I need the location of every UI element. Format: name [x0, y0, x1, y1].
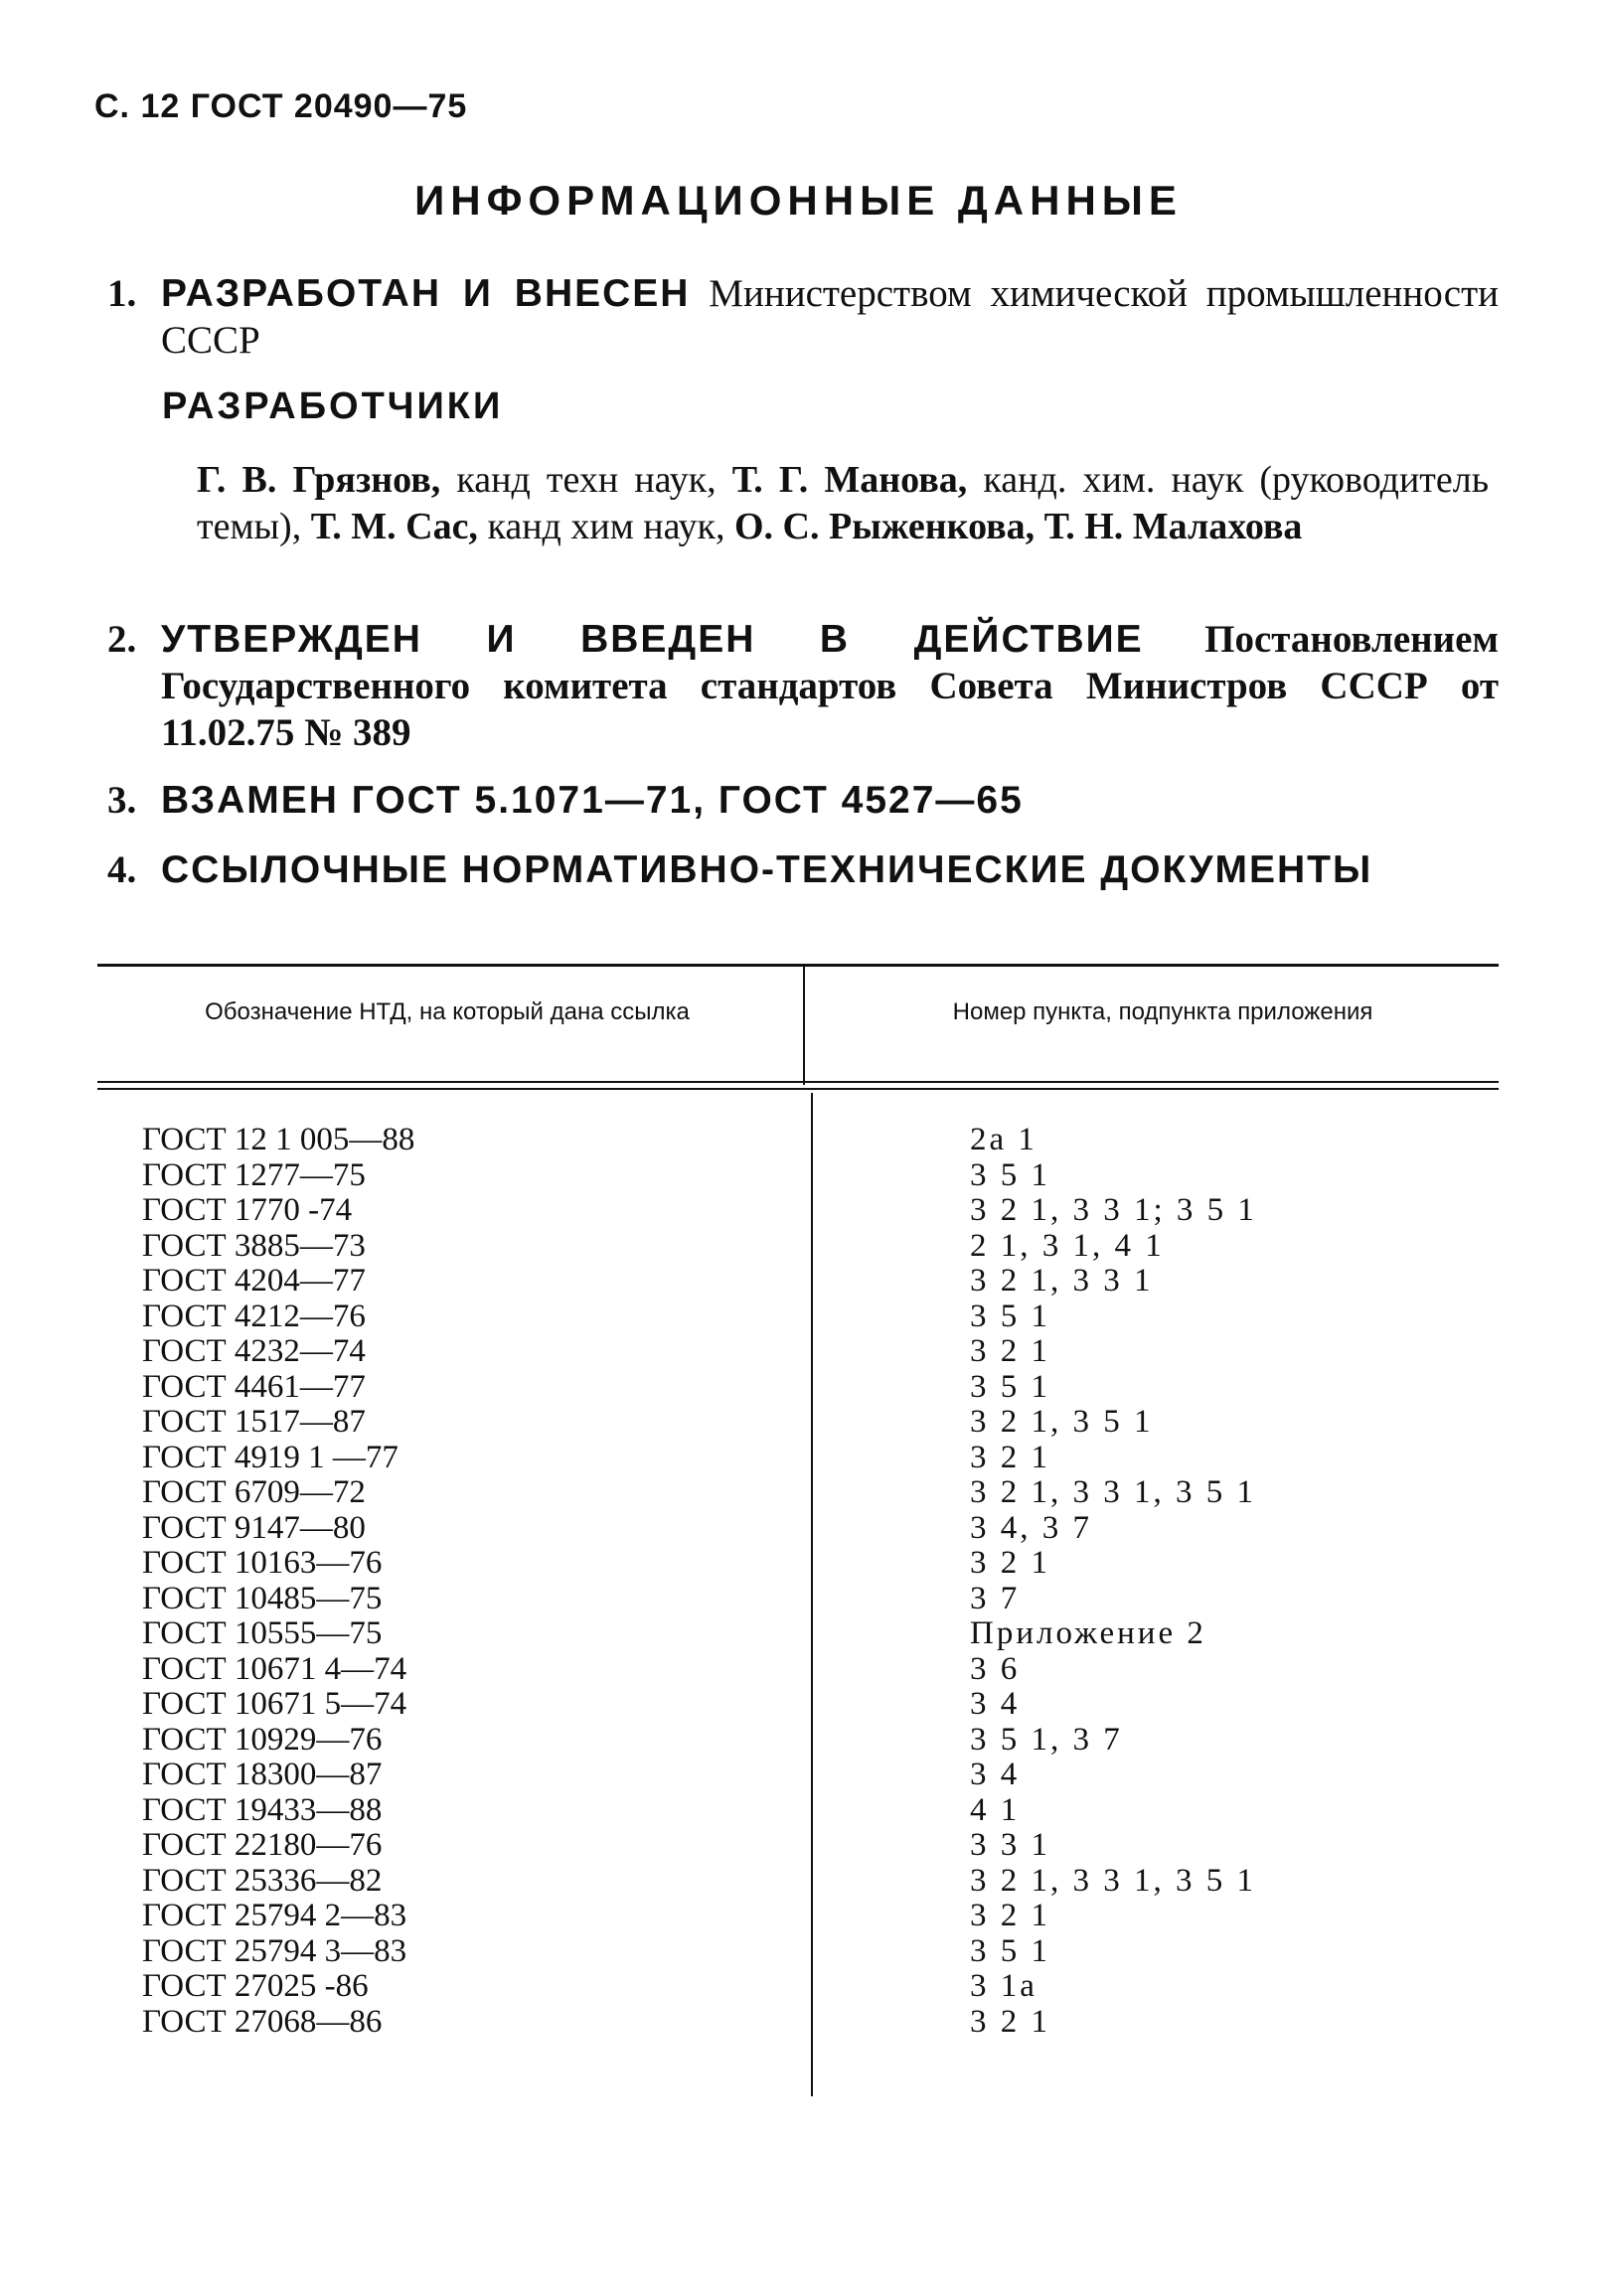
section-caps: УТВЕРЖДЕН И ВВЕДЕН В ДЕЙСТВИЕ: [161, 618, 1144, 661]
table-cell-clause: 3 4, 3 7: [970, 1509, 1092, 1546]
developers-list: [197, 457, 1489, 550]
developer-title: канд. хим. наук (руководитель темы),: [197, 459, 1490, 547]
section-1: [107, 270, 1499, 364]
table-cell-designation: ГОСТ 1517—87: [142, 1404, 366, 1440]
table-cell-designation: ГОСТ 6709—72: [142, 1474, 366, 1510]
table-cell-designation: ГОСТ 4461—77: [142, 1368, 366, 1405]
table-header-divider: [803, 966, 805, 1085]
section-caps: ССЫЛОЧНЫЕ НОРМАТИВНО-ТЕХНИЧЕСКИЕ ДОКУМЕНТЫ: [161, 848, 1373, 891]
table-column-designation: [142, 1123, 414, 2040]
table-cell-designation: ГОСТ 12 1 005—88: [142, 1122, 415, 1157]
table-cell-designation: ГОСТ 3885—73: [142, 1227, 366, 1264]
table-cell-designation: ГОСТ 4212—76: [142, 1298, 366, 1334]
page-header: С. 12 ГОСТ 20490—75: [94, 87, 468, 125]
table-cell-clause: 3 2 1, 3 3 1, 3 5 1: [970, 1474, 1256, 1510]
table-cell-designation: ГОСТ 1277—75: [142, 1156, 366, 1193]
table-cell-clause: 3 7: [970, 1580, 1021, 1616]
developer-title: канд хим наук,: [487, 506, 725, 547]
table-cell-clause: 3 4: [970, 1757, 1021, 1792]
table-cell-clause: 2а 1: [970, 1122, 1038, 1157]
table-cell-clause: 3 2 1: [970, 1333, 1050, 1369]
table-header-rule: [97, 1081, 1499, 1083]
section-2: [107, 616, 1499, 756]
table-header-clause: Номер пункта, подпункта приложения: [952, 998, 1373, 1025]
table-cell-clause: 3 5 1: [970, 1298, 1050, 1334]
developer-name: О. С. Рыженкова,: [733, 506, 1036, 547]
table-cell-designation: ГОСТ 1770 -74: [142, 1192, 353, 1228]
table-cell-clause: 3 5 1, 3 7: [970, 1721, 1123, 1758]
table-cell-clause: 3 2 1: [970, 2003, 1050, 2040]
table-cell-designation: ГОСТ 27068—86: [142, 2003, 383, 2040]
table-cell-designation: ГОСТ 4232—74: [142, 1333, 366, 1369]
table-cell-designation: ГОСТ 10163—76: [142, 1545, 383, 1581]
table-cell-designation: ГОСТ 4204—77: [142, 1263, 366, 1299]
table-cell-designation: ГОСТ 22180—76: [142, 1827, 383, 1863]
table-cell-clause: 3 1а: [970, 1968, 1038, 2004]
section-caps: ВЗАМЕН ГОСТ 5.1071—71, ГОСТ 4527—65: [161, 779, 1024, 822]
table-cell-clause: 3 2 1, 3 5 1: [970, 1404, 1154, 1440]
table-cell-clause: 4 1: [970, 1791, 1021, 1828]
table-cell-clause: 3 5 1: [970, 1156, 1050, 1193]
table-cell-clause: 3 5 1: [970, 1932, 1050, 1969]
table-body-divider: [811, 1093, 813, 2096]
section-text: Министерством химической промышленности СССР: [161, 272, 1499, 362]
table-cell-designation: ГОСТ 9147—80: [142, 1509, 366, 1546]
table-header-rule-double: [97, 1088, 1499, 1090]
developers-heading: РАЗРАБОТЧИКИ: [162, 385, 504, 427]
table-cell-clause: 3 2 1, 3 3 1: [970, 1263, 1154, 1299]
developer-name: Г. В. Грязнов,: [197, 459, 441, 501]
table-cell-designation: ГОСТ 27025 -86: [142, 1968, 369, 2004]
developer-name: Т. М. Сас,: [310, 506, 478, 547]
table-cell-clause: 3 2 1: [970, 1545, 1050, 1581]
table-cell-clause: 2 1, 3 1, 4 1: [970, 1227, 1165, 1264]
section-number: 1.: [107, 272, 137, 315]
table-cell-clause: 3 6: [970, 1650, 1021, 1687]
section-text: Постановлением Государственного комитета стандартов Совета Министров СССР от 11.02.75 № 389: [161, 618, 1499, 754]
table-cell-designation: ГОСТ 19433—88: [142, 1791, 383, 1828]
section-number: 3.: [107, 779, 137, 822]
table-cell-designation: ГОСТ 10555—75: [142, 1615, 383, 1651]
table-column-clause: [970, 1123, 1257, 2040]
section-4: [107, 846, 1499, 893]
table-cell-designation: ГОСТ 10671 4—74: [142, 1650, 407, 1687]
table-cell-clause: 3 4: [970, 1686, 1021, 1722]
developer-name: Т. Г. Манова,: [731, 459, 968, 501]
table-cell-clause: 3 2 1, 3 3 1, 3 5 1: [970, 1862, 1256, 1899]
section-3: [107, 777, 1499, 824]
table-header-designation: Обозначение НТД, на который дана ссылка: [205, 998, 690, 1025]
table-cell-clause: Приложение 2: [970, 1615, 1206, 1651]
section-number: 2.: [107, 618, 137, 661]
table-cell-designation: ГОСТ 18300—87: [142, 1757, 383, 1792]
table-cell-clause: 3 3 1: [970, 1827, 1050, 1863]
table-cell-designation: ГОСТ 25794 2—83: [142, 1898, 407, 1933]
table-cell-designation: ГОСТ 25794 3—83: [142, 1932, 407, 1969]
developer-title: канд техн наук,: [456, 459, 717, 501]
table-cell-designation: ГОСТ 25336—82: [142, 1862, 383, 1899]
table-cell-designation: ГОСТ 10929—76: [142, 1721, 383, 1758]
section-caps: РАЗРАБОТАН И ВНЕСЕН: [161, 272, 691, 315]
table-cell-designation: ГОСТ 4919 1 —77: [142, 1439, 399, 1475]
page-title: ИНФОРМАЦИОННЫЕ ДАННЫЕ: [414, 177, 1183, 224]
table-cell-clause: 3 2 1: [970, 1898, 1050, 1933]
table-cell-clause: 3 2 1: [970, 1439, 1050, 1475]
table-cell-clause: 3 2 1, 3 3 1; 3 5 1: [970, 1192, 1257, 1228]
table-cell-clause: 3 5 1: [970, 1368, 1050, 1405]
table-top-rule: [97, 964, 1499, 967]
developer-name: Т. Н. Малахова: [1043, 506, 1303, 547]
section-number: 4.: [107, 848, 137, 891]
table-cell-designation: ГОСТ 10671 5—74: [142, 1686, 407, 1722]
table-cell-designation: ГОСТ 10485—75: [142, 1580, 383, 1616]
